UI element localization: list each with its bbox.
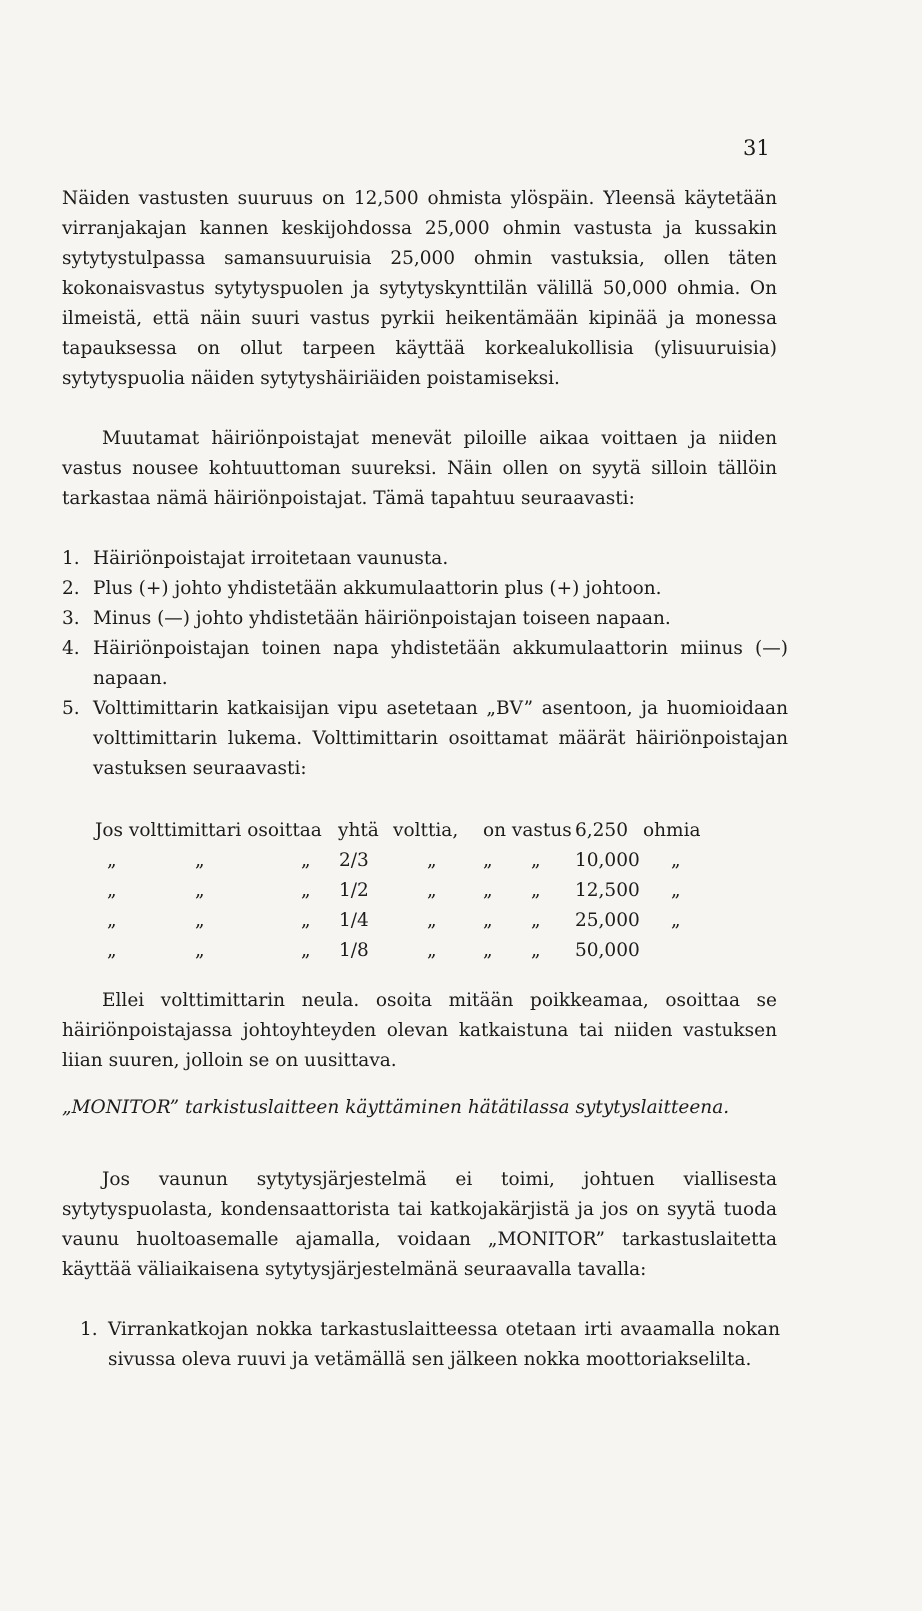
ditto-mark: „ [671,910,681,931]
table-cell: 1/2 [339,880,369,901]
step-5 [62,694,788,784]
table-cell: yhtä [338,820,379,841]
ditto-mark: „ [671,880,681,901]
step-1 [62,544,788,574]
table-cell: on vastus [483,820,572,841]
paragraph-resistance: Näiden vastusten suuruus on 12,500 ohmista ylöspäin. Yleensä käytetään virranjakajan kannen keskijohdossa 25,000 ohmin vastusta ja kussakin sytytystulpassa samansuuruisia 25,000 ohmin vastuksia, ollen täten kokonaisvastus sytytyspuolen ja sytytyskynttilän välillä 50,000 ohmia. On ilmeistä, että näin suuri vastus pyrkii heikentämään kipinää ja monessa tapauksessa on ollut tarpeen käyttää korkealukollisia (ylisuuruisia) sytytyspuolia näiden sytytyshäiriäiden poistamiseksi. [62,188,777,389]
step-2 [62,574,788,604]
step-number: 1. [80,1319,98,1340]
step-text: Häiriönpoistajat irroitetaan vaunusta. [93,548,449,569]
ditto-mark: „ [483,940,493,961]
ditto-mark: „ [195,850,205,871]
ditto-mark: „ [107,880,117,901]
table-cell: 1/4 [339,910,369,931]
ditto-mark: „ [301,940,311,961]
table-cell: 12,500 [575,880,640,901]
step-text: Minus (—) johto yhdistetään häiriönpoistajan toiseen napaan. [93,608,671,629]
step-number: 5. [62,698,80,719]
step-text: Volttimittarin katkaisijan vipu asetetaan „BV” asentoon, ja huomioidaan volttimittarin lukema. Volttimittarin osoittamat määrät häiriönpoistajan vastuksen seuraavasti: [93,698,788,779]
ditto-mark: „ [671,850,681,871]
ditto-mark: „ [427,910,437,931]
table-cell: 25,000 [575,910,640,931]
page-number: 31 [743,136,770,160]
ditto-mark: „ [107,850,117,871]
table-cell: Jos volttimittari osoittaa [95,820,322,841]
ditto-mark: „ [531,940,541,961]
ditto-mark: „ [107,910,117,931]
ditto-mark: „ [531,880,541,901]
table-cell: 10,000 [575,850,640,871]
ditto-mark: „ [195,880,205,901]
step-number: 1. [62,548,80,569]
ditto-mark: „ [195,910,205,931]
paragraph-monitor: Jos vaunun sytytysjärjestelmä ei toimi, johtuen viallisesta sytytyspuolasta, kondensaattorista tai katkojakärjistä ja jos on syytä tuoda vaunu huoltoasemalle ajamalla, voidaan „MONITOR” tarkastuslaitetta käyttää väliaikaisena sytytysjärjestelmänä seuraavalla tavalla: [62,1169,777,1280]
final-step-1 [80,1315,780,1405]
step-3 [62,604,788,634]
ditto-mark: „ [483,910,493,931]
ditto-mark: „ [483,880,493,901]
ditto-mark: „ [301,880,311,901]
table-cell: 50,000 [575,940,640,961]
ditto-mark: „ [301,850,311,871]
table-cell: 1/8 [339,940,369,961]
section-heading: „MONITOR” tarkistuslaitteen käyttäminen hätätilassa sytytyslaitteena. [62,1097,730,1118]
paragraph-check-intro: Muutamat häiriönpoistajat menevät piloille aikaa voittaen ja niiden vastus nousee kohtuuttoman suureksi. Näin ollen on syytä silloin tällöin tarkastaa nämä häiriönpoistajat. Tämä tapahtuu seuraavasti: [62,428,777,509]
ditto-mark: „ [301,910,311,931]
step-4 [62,634,788,694]
ditto-mark: „ [427,850,437,871]
ditto-mark: „ [195,940,205,961]
ditto-mark: „ [483,850,493,871]
step-text: Plus (+) johto yhdistetään akkumulaattorin plus (+) johtoon. [93,578,662,599]
table-cell: volttia, [393,820,459,841]
step-text: Häiriönpoistajan toinen napa yhdistetään akkumulaattorin miinus (—) napaan. [93,638,788,689]
table-cell: 6,250 [575,820,628,841]
step-number: 4. [62,638,80,659]
step-number: 2. [62,578,80,599]
table-cell: ohmia [643,820,701,841]
ditto-mark: „ [427,880,437,901]
ditto-mark: „ [531,910,541,931]
step-number: 3. [62,608,80,629]
ditto-mark: „ [107,940,117,961]
ditto-mark: „ [427,940,437,961]
ditto-mark: „ [531,850,541,871]
table-cell: 2/3 [339,850,369,871]
paragraph-no-deflection: Ellei volttimittarin neula. osoita mitään poikkeamaa, osoittaa se häiriönpoistajassa johtoyhteyden olevan katkaistuna tai niiden vastuksen liian suuren, jolloin se on uusittava. [62,990,777,1071]
step-text: Virrankatkojan nokka tarkastuslaitteessa otetaan irti avaamalla nokan sivussa oleva ruuvi ja vetämällä sen jälkeen nokka moottoriakselilta. [108,1319,780,1370]
